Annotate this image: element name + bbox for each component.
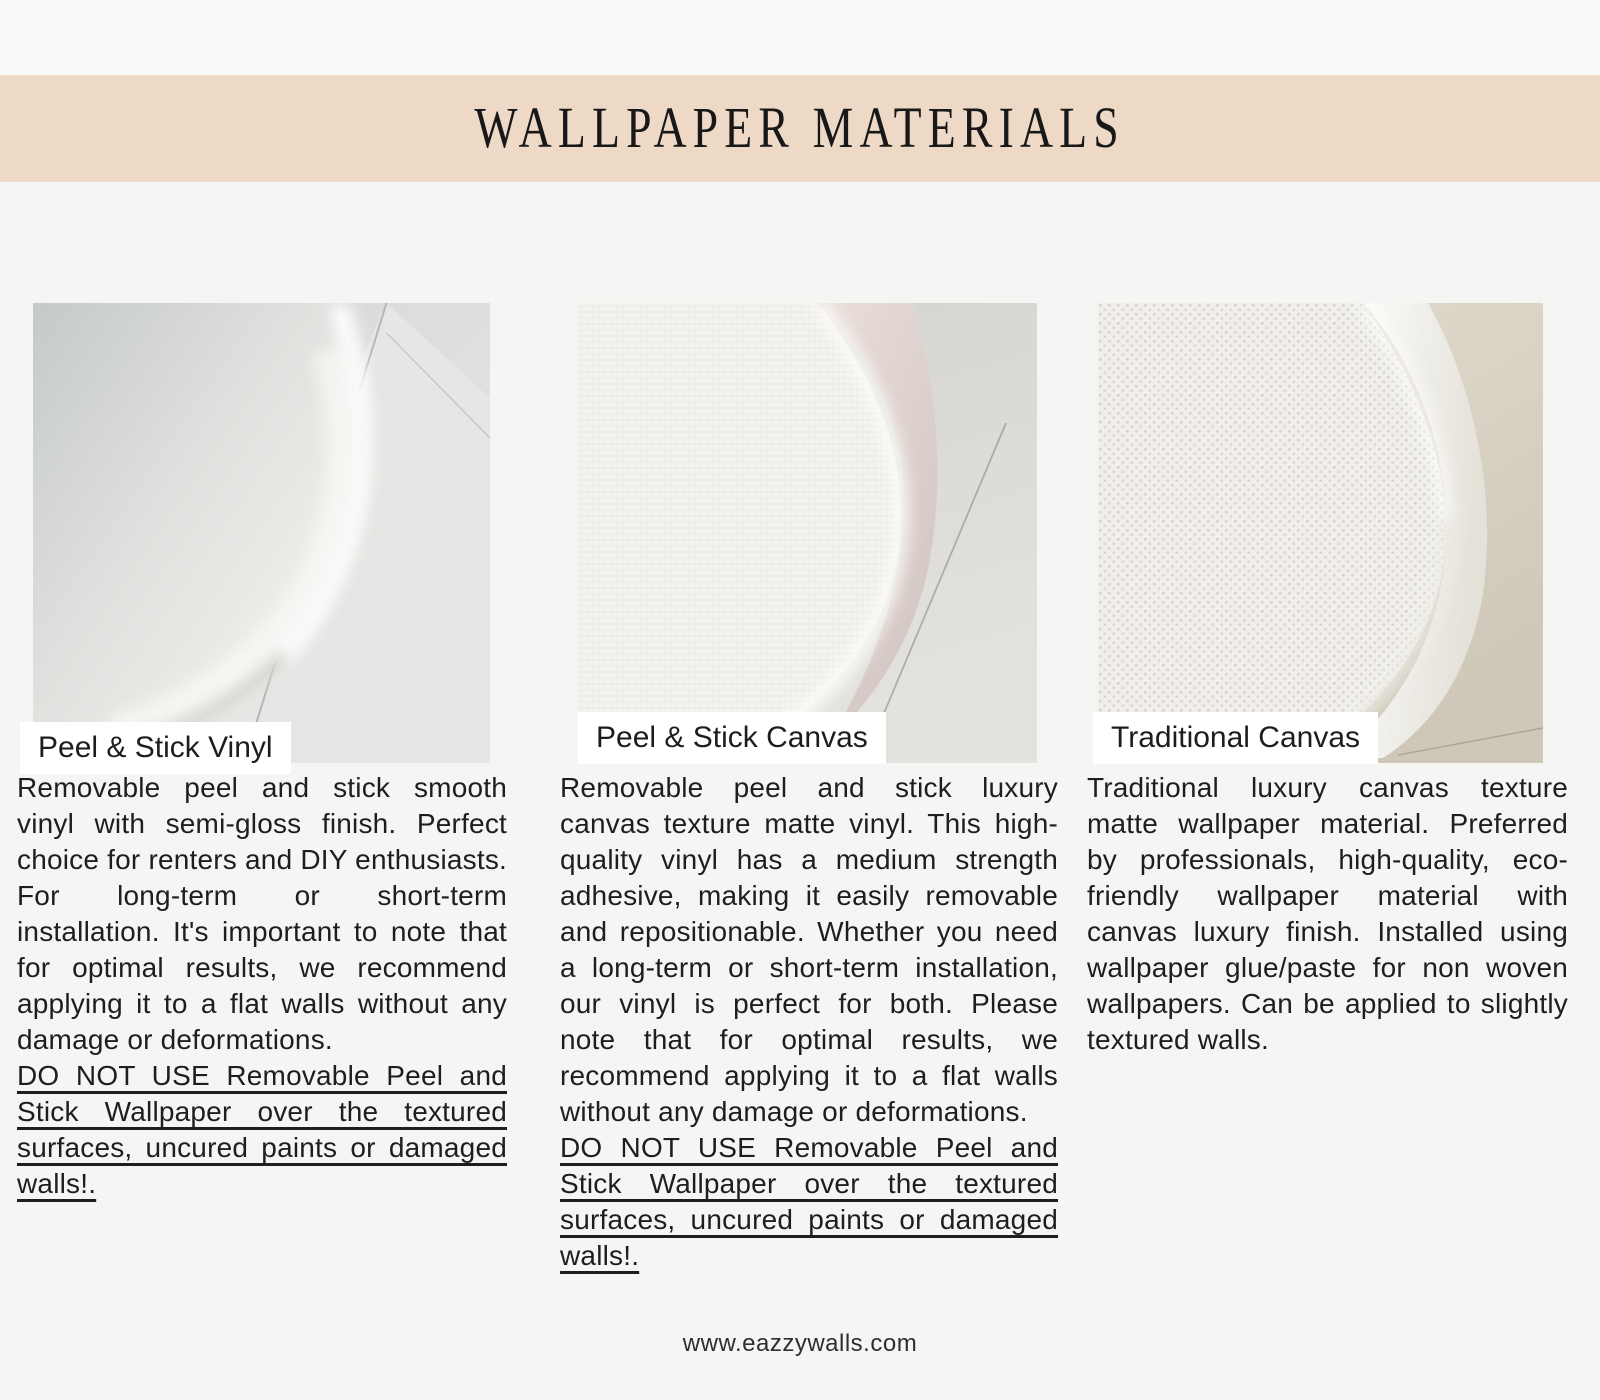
description-text: Removable peel and stick luxury canvas texture matte vinyl. This high-quality vinyl has a medium strength adhesive, making it easily removable and repositionable. Whether you need a long-term or short-term installation, our vinyl is perfect for both. Please note that for optimal results, we recommend applying it to a flat walls without any damage or deformations. <box>560 772 1058 1127</box>
peel-stick-canvas-photo <box>578 303 1037 763</box>
traditional-canvas-photo <box>1098 303 1543 763</box>
material-label-peel-stick-vinyl: Peel & Stick Vinyl <box>20 722 291 774</box>
material-label-peel-stick-canvas: Peel & Stick Canvas <box>578 712 886 764</box>
description-column-traditional-canvas <box>1087 770 1568 1058</box>
header-band <box>0 75 1600 182</box>
material-label-traditional-canvas: Traditional Canvas <box>1093 712 1378 764</box>
page-title: WALLPAPER MATERIALS <box>474 96 1126 161</box>
website-url: www.eazzywalls.com <box>682 1330 918 1357</box>
top-strip <box>0 0 1600 75</box>
description-column-peel-stick-canvas <box>560 770 1058 1274</box>
description-text: Traditional luxury canvas texture matte wallpaper material. Preferred by professionals, high-quality, eco-friendly wallpaper material with canvas luxury finish. Installed using wallpaper glue/paste for non woven wallpapers. Can be applied to slightly textured walls. <box>1087 772 1568 1055</box>
description-column-peel-stick-vinyl <box>17 770 507 1202</box>
peel-stick-vinyl-photo <box>33 303 490 763</box>
description-text: Removable peel and stick smooth vinyl with semi-gloss finish. Perfect choice for renters and DIY enthusiasts. For long-term or short-term installation. It's important to note that for optimal results, we recommend applying it to a flat walls without any damage or deformations. <box>17 772 507 1055</box>
warning-text: DO NOT USE Removable Peel and Stick Wallpaper over the textured surfaces, uncured paints or damaged walls!. <box>560 1132 1058 1271</box>
warning-text: DO NOT USE Removable Peel and Stick Wallpaper over the textured surfaces, uncured paints or damaged walls!. <box>17 1060 507 1199</box>
